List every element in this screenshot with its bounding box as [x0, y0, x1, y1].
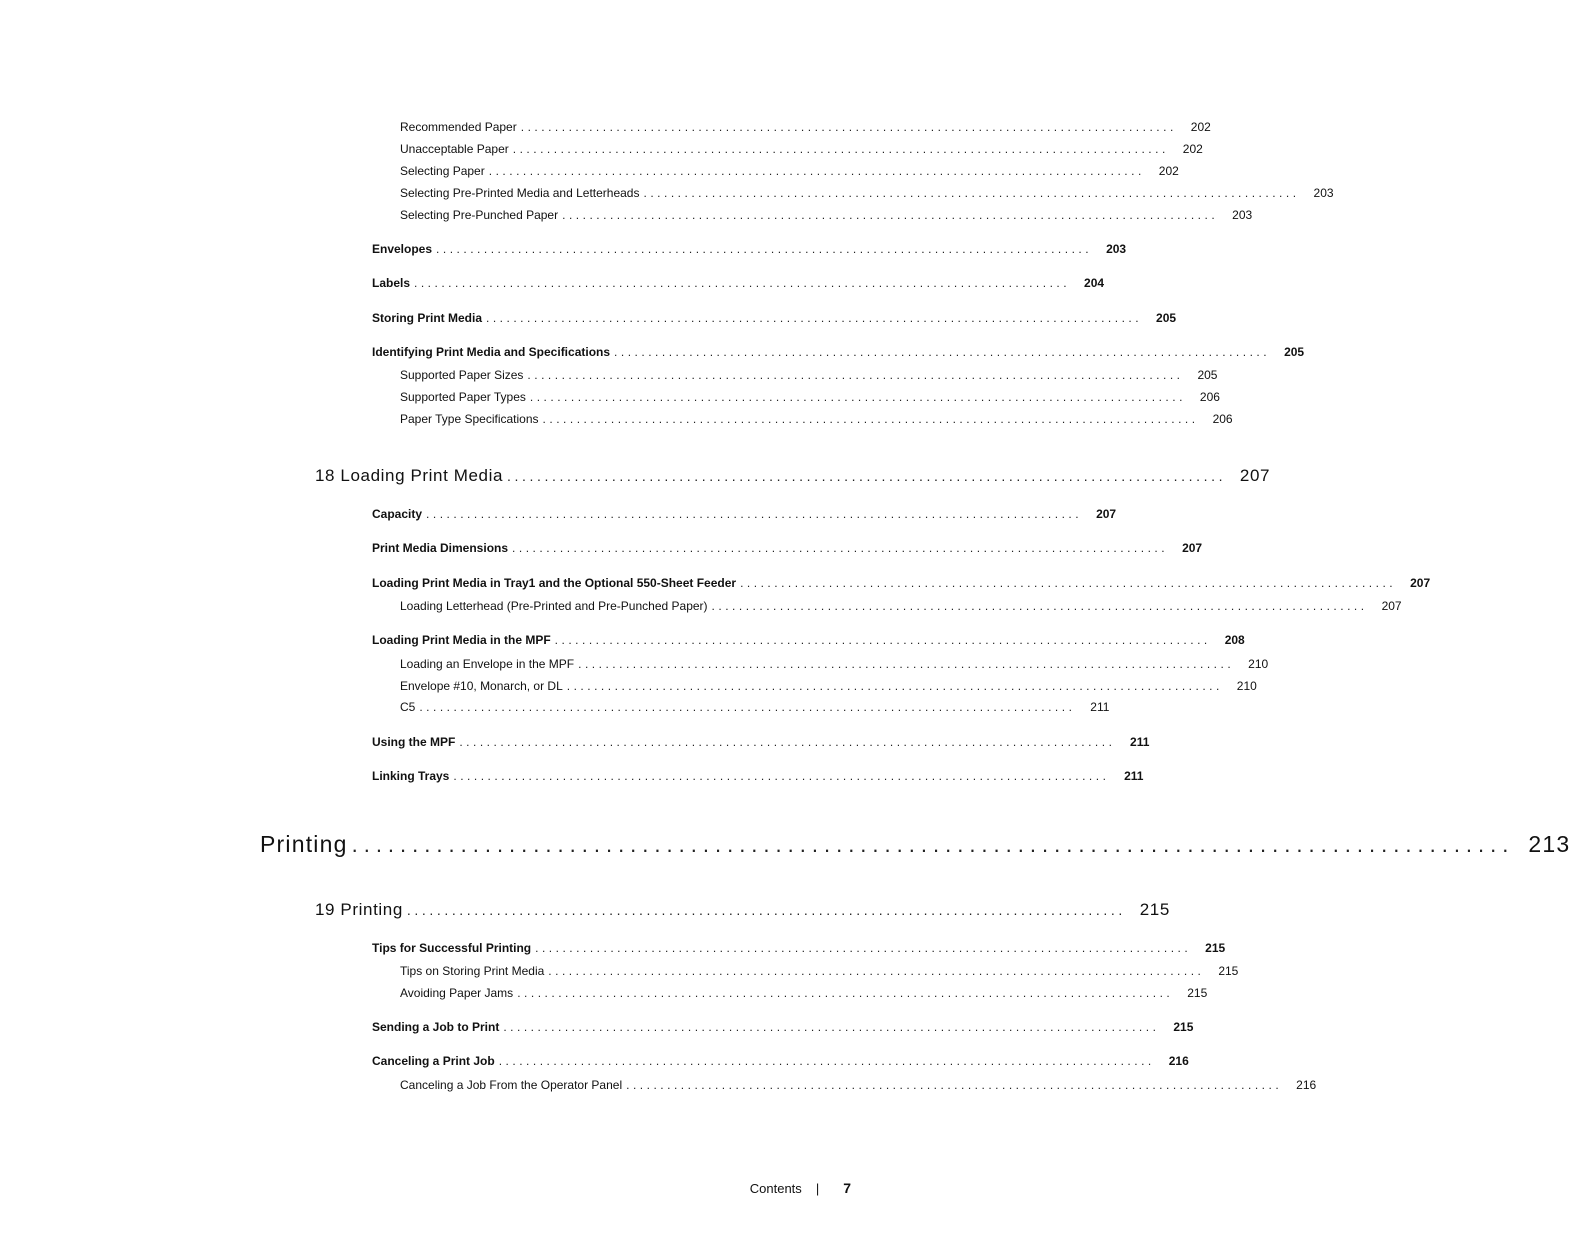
toc-entry[interactable]: [400, 390, 1220, 404]
toc-entry[interactable]: [400, 679, 1257, 693]
toc-entry-title: Print Media Dimensions: [372, 541, 509, 555]
toc-entry-title: Envelope #10, Monarch, or DL: [400, 679, 563, 693]
toc-entry-page: 203: [1232, 208, 1253, 222]
dot-leader: ................................................................................................: [740, 576, 1397, 590]
dot-leader: ................................................................................................: [488, 164, 1145, 178]
toc-chapter[interactable]: [315, 466, 1271, 485]
toc-entry-title: Sending a Job to Print: [372, 1020, 500, 1034]
toc-entry-title: Loading an Envelope in the MPF: [400, 657, 575, 671]
toc-entry-title: Capacity: [372, 507, 423, 521]
dot-leader: ................................................................................................: [507, 468, 1227, 484]
toc-entry[interactable]: [400, 657, 1269, 671]
footer-label: Contents: [749, 1180, 802, 1196]
dot-leader: ................................................................................................: [527, 368, 1184, 382]
toc-part[interactable]: [260, 831, 1570, 857]
dot-leader: ................................................................................................: [535, 941, 1192, 955]
toc-entry-title: Envelopes: [372, 242, 433, 256]
toc-entry-title: Canceling a Print Job: [372, 1054, 495, 1068]
toc-chapter-title: 18 Loading Print Media: [315, 466, 504, 485]
toc-entry[interactable]: [400, 1078, 1317, 1092]
toc-entry-title: Recommended Paper: [400, 120, 517, 134]
toc-entry[interactable]: [400, 164, 1179, 178]
toc-entry-page: 210: [1248, 657, 1269, 671]
toc-entry-title: C5: [400, 700, 416, 714]
toc-entry-title: Paper Type Specifications: [400, 412, 539, 426]
dot-leader: ................................................................................................: [351, 832, 1515, 857]
toc-entry[interactable]: [372, 576, 1431, 590]
toc-entry-title: Loading Print Media in the MPF: [372, 633, 551, 647]
toc-entry-page: 205: [1197, 368, 1218, 382]
toc-entry-page: 211: [1124, 769, 1144, 783]
toc-entry[interactable]: [372, 507, 1117, 521]
dot-leader: ................................................................................................: [414, 276, 1071, 290]
toc-entry[interactable]: [372, 276, 1105, 290]
toc-entry-title: Labels: [372, 276, 411, 290]
dot-leader: ................................................................................................: [548, 964, 1205, 978]
toc-entry-page: 216: [1296, 1078, 1317, 1092]
dot-leader: ................................................................................................: [578, 657, 1235, 671]
dot-leader: ................................................................................................: [498, 1054, 1155, 1068]
toc-entry-title: Supported Paper Sizes: [400, 368, 524, 382]
dot-leader: ................................................................................................: [517, 986, 1174, 1000]
page-number: 7: [843, 1180, 851, 1196]
toc-entry-page: 215: [1173, 1020, 1194, 1034]
toc-chapter-title: 19 Printing: [315, 900, 403, 919]
toc-entry[interactable]: [372, 769, 1144, 783]
dot-leader: ................................................................................................: [626, 1078, 1283, 1092]
toc-entry-page: 207: [1410, 576, 1431, 590]
dot-leader: ................................................................................................: [562, 208, 1219, 222]
toc-entry-page: 202: [1190, 120, 1211, 134]
footer-separator: |: [815, 1180, 820, 1196]
dot-leader: ................................................................................................: [520, 120, 1177, 134]
dot-leader: ................................................................................................: [529, 390, 1186, 404]
toc-entry-title: Storing Print Media: [372, 311, 483, 325]
toc-entry-title: Avoiding Paper Jams: [400, 986, 514, 1000]
toc-entry-title: Unacceptable Paper: [400, 142, 509, 156]
toc-entry-page: 215: [1187, 986, 1208, 1000]
toc-entry[interactable]: [400, 120, 1211, 134]
toc-part-title: Printing: [260, 831, 348, 857]
dot-leader: ................................................................................................: [426, 507, 1083, 521]
toc-entry-title: Using the MPF: [372, 735, 456, 749]
toc-entry-page: 215: [1218, 964, 1239, 978]
toc-entry-page: 207: [1381, 599, 1402, 613]
toc-entry-page: 211: [1130, 735, 1150, 749]
toc-entry-page: 215: [1205, 941, 1226, 955]
toc-entry-title: Selecting Pre-Printed Media and Letterheads: [400, 186, 640, 200]
dot-leader: ................................................................................................: [419, 700, 1076, 714]
toc-entry-page: 206: [1199, 390, 1220, 404]
toc-entry-title: Supported Paper Types: [400, 390, 526, 404]
toc-entry-title: Tips for Successful Printing: [372, 941, 532, 955]
toc-entry-page: 205: [1156, 311, 1177, 325]
toc-entry-page: 202: [1158, 164, 1179, 178]
dot-leader: ................................................................................................: [459, 735, 1116, 749]
toc-entry-page: 206: [1212, 412, 1233, 426]
toc-entry-page: 216: [1168, 1054, 1189, 1068]
dot-leader: ................................................................................................: [512, 142, 1169, 156]
toc-entry-title: Loading Print Media in Tray1 and the Optional 550-Sheet Feeder: [372, 576, 737, 590]
dot-leader: ................................................................................................: [406, 902, 1126, 918]
dot-leader: ................................................................................................: [554, 633, 1211, 647]
toc-entry[interactable]: [372, 345, 1305, 359]
toc-entry-page: 211: [1090, 700, 1110, 714]
toc-entry[interactable]: [400, 142, 1203, 156]
toc-entry[interactable]: [372, 941, 1226, 955]
toc-entry[interactable]: [372, 311, 1177, 325]
toc-entry-title: Selecting Pre-Punched Paper: [400, 208, 559, 222]
dot-leader: ................................................................................................: [711, 599, 1368, 613]
dot-leader: ................................................................................................: [512, 541, 1169, 555]
toc-entry-page: 207: [1182, 541, 1203, 555]
toc-entry[interactable]: [372, 242, 1127, 256]
toc-chapter-page: 215: [1139, 900, 1170, 919]
toc-entry-title: Loading Letterhead (Pre-Printed and Pre-Punched Paper): [400, 599, 708, 613]
toc-entry-page: 207: [1096, 507, 1117, 521]
toc-entry[interactable]: [372, 735, 1150, 749]
toc-entry-page: 210: [1236, 679, 1257, 693]
toc-entry-page: 208: [1224, 633, 1245, 647]
toc-entry-title: Linking Trays: [372, 769, 450, 783]
toc-entry[interactable]: [400, 368, 1218, 382]
dot-leader: ................................................................................................: [566, 679, 1223, 693]
dot-leader: ................................................................................................: [503, 1020, 1160, 1034]
toc-entry[interactable]: [372, 1020, 1194, 1034]
toc-entry[interactable]: [400, 599, 1402, 613]
toc-chapter-page: 207: [1239, 466, 1271, 485]
toc-entry-title: Tips on Storing Print Media: [400, 964, 545, 978]
page-footer: [750, 1180, 851, 1196]
toc-chapter[interactable]: [315, 900, 1170, 919]
dot-leader: ................................................................................................: [436, 242, 1093, 256]
toc-entry-page: 203: [1313, 186, 1334, 200]
toc-entry[interactable]: [400, 208, 1253, 222]
toc-entry[interactable]: [372, 541, 1203, 555]
toc-entry-page: 204: [1084, 276, 1105, 290]
toc-entry-page: 203: [1106, 242, 1127, 256]
toc-entry[interactable]: [400, 964, 1239, 978]
toc-entry[interactable]: [400, 186, 1334, 200]
toc-entry[interactable]: [372, 1054, 1189, 1068]
toc-entry[interactable]: [400, 986, 1208, 1000]
dot-leader: ................................................................................................: [614, 345, 1271, 359]
toc-entry-page: 205: [1284, 345, 1305, 359]
toc-entry[interactable]: [400, 412, 1233, 426]
toc-entry[interactable]: [372, 633, 1245, 647]
toc-part-page: 213: [1528, 831, 1570, 857]
toc-entry-title: Identifying Print Media and Specifications: [372, 345, 611, 359]
dot-leader: ................................................................................................: [542, 412, 1199, 426]
dot-leader: ................................................................................................: [453, 769, 1110, 783]
dot-leader: ................................................................................................: [643, 186, 1300, 200]
toc-entry-title: Canceling a Job From the Operator Panel: [400, 1078, 623, 1092]
toc-entry-title: Selecting Paper: [400, 164, 485, 178]
toc-entry-page: 202: [1182, 142, 1203, 156]
dot-leader: ................................................................................................: [486, 311, 1143, 325]
toc-entry[interactable]: [400, 700, 1110, 714]
